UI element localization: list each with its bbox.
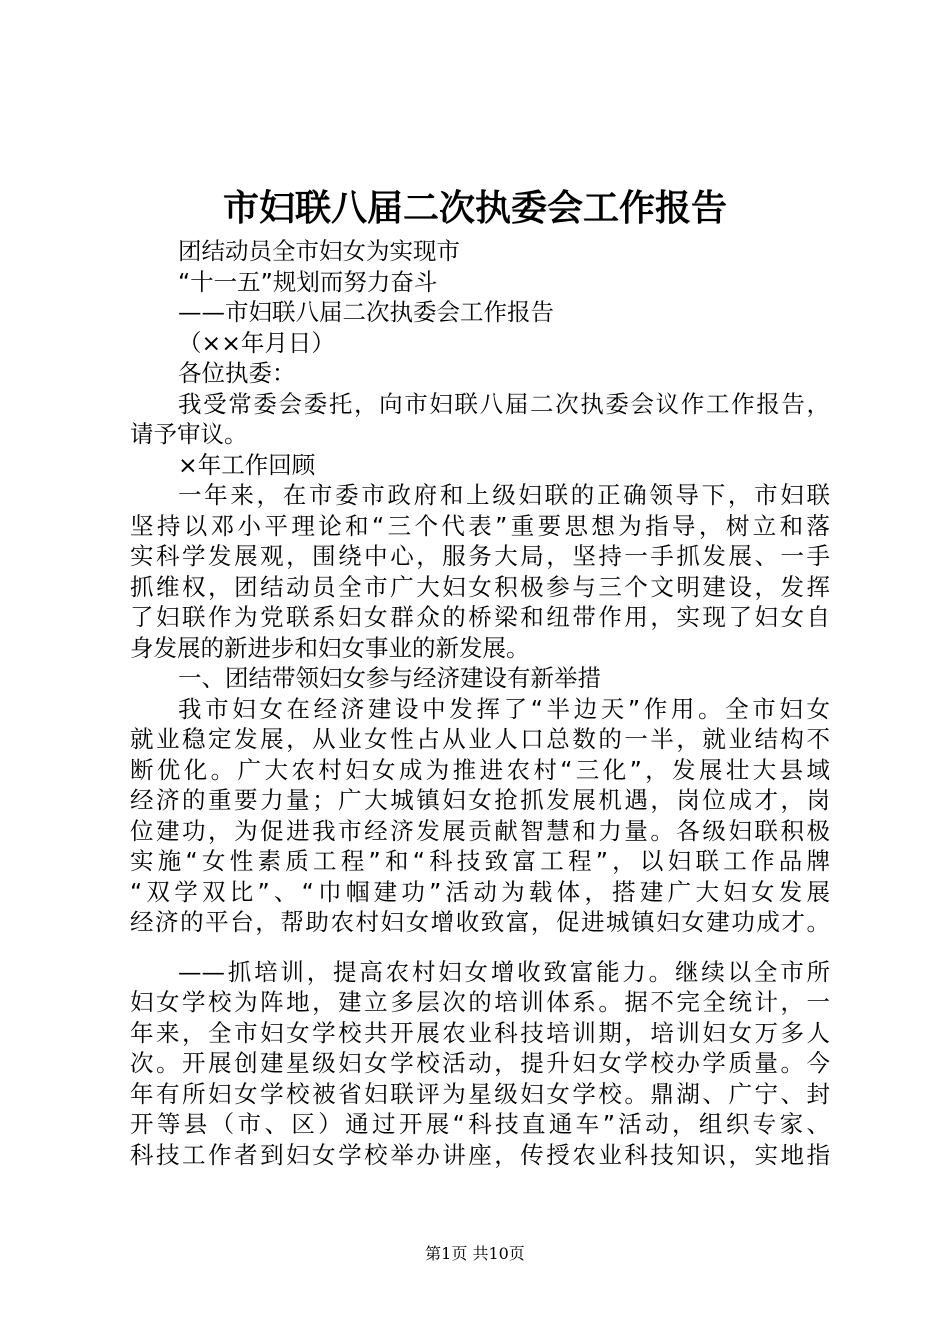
text-line: 经济的重要力量；广大城镇妇女抢抓发展机遇，岗位成才，岗: [130, 786, 830, 814]
text-line: 我市妇女在经济建设中发挥了“半边天”作用。全市妇女: [178, 694, 830, 723]
text-line: ×年工作回顾: [178, 450, 316, 479]
text-line: 经济的平台，帮助农村妇女增收致富，促进城镇妇女建功成才。: [130, 908, 830, 936]
page-number: 第1页 共10页: [425, 1244, 525, 1263]
text-line: 妇女学校为阵地，建立多层次的培训体系。据不完全统计，一: [130, 988, 830, 1016]
text-line: 年有所妇女学校被省妇联评为星级妇女学校。鼎湖、广宁、封: [130, 1079, 830, 1108]
text-line: 身发展的新进步和妇女事业的新发展。: [130, 633, 530, 662]
document-title: 市妇联八届二次执委会工作报告: [222, 187, 727, 229]
text-line: 断优化。广大农村妇女成为推进农村“三化”，发展壮大县域: [130, 755, 830, 784]
text-line: 一年来，在市委市政府和上级妇联的正确领导下，市妇联: [178, 481, 830, 509]
text-line: 坚持以邓小平理论和“三个代表”重要思想为指导，树立和落: [130, 511, 830, 540]
text-line: 开等县（市、区）通过开展“科技直通车”活动，组织专家、: [130, 1110, 830, 1138]
paragraph-gap: [130, 938, 830, 957]
text-line: 请予审议。: [130, 420, 248, 448]
text-line: 我受常委会委托，向市妇联八届二次执委会议作工作报告，: [178, 389, 830, 418]
document-body: [130, 236, 830, 1170]
text-line: 抓维权，团结动员全市广大妇女积极参与三个文明建设，发挥: [130, 572, 830, 601]
text-line: ——市妇联八届二次执委会工作报告: [178, 298, 554, 326]
text-line: 次。开展创建星级妇女学校活动，提升妇女学校办学质量。今: [130, 1049, 830, 1077]
text-line: 实科学发展观，围绕中心，服务大局，坚持一手抓发展、一手: [130, 542, 830, 570]
text-line: “十一五”规划而努力奋斗: [178, 267, 438, 296]
text-line: “双学双比”、“巾帼建功”活动为载体，搭建广大妇女发展: [130, 877, 830, 906]
text-line: 各位执委：: [178, 359, 296, 387]
text-line: 就业稳定发展，从业女性占从业人口总数的一半，就业结构不: [130, 725, 830, 753]
text-line: 实施“女性素质工程”和“科技致富工程”，以妇联工作品牌: [130, 847, 830, 875]
text-line: （××年月日）: [178, 328, 335, 357]
text-line: 了妇联作为党联系妇女群众的桥梁和纽带作用，实现了妇女自: [130, 603, 830, 631]
text-line: 团结动员全市妇女为实现市: [178, 237, 460, 265]
text-line: 年来，全市妇女学校共开展农业科技培训期，培训妇女万多人: [130, 1018, 830, 1047]
text-line: 一、团结带领妇女参与经济建设有新举措: [178, 664, 601, 692]
text-line: 位建功，为促进我市经济发展贡献智慧和力量。各级妇联积极: [130, 816, 830, 845]
text-line: ——抓培训，提高农村妇女增收致富能力。继续以全市所: [178, 957, 830, 986]
text-line: 科技工作者到妇女学校举办讲座，传授农业科技知识，实地指: [130, 1140, 830, 1169]
